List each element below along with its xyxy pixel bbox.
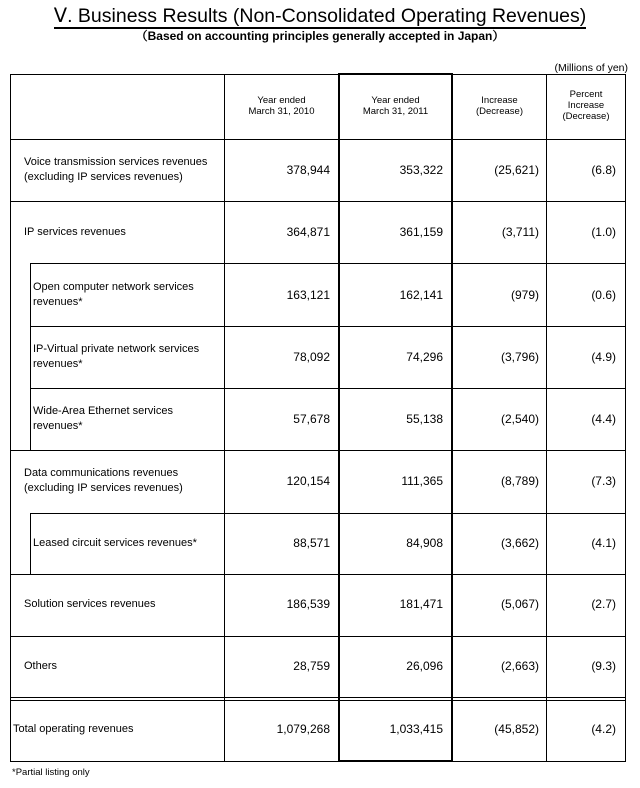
- cell-2011: 353,322: [399, 163, 443, 177]
- row-label-line: IP-Virtual private network services: [33, 343, 200, 355]
- cell-percent: (4.4): [591, 412, 616, 426]
- row-label-data-comm: [24, 466, 224, 496]
- row-sep-3: [30, 326, 626, 327]
- row-label-line: Others: [24, 660, 58, 672]
- cell-2010: 28,759: [293, 659, 330, 673]
- row-label-line: revenues*: [33, 296, 83, 308]
- cell-change: (979): [510, 288, 539, 302]
- cell-change: (5,067): [500, 597, 539, 611]
- cell-2010: 163,121: [286, 288, 330, 302]
- cell-percent: (7.3): [591, 474, 616, 488]
- row-label-line: Total operating revenues: [13, 723, 134, 735]
- table-border-left: [10, 74, 11, 762]
- cell-percent: (1.0): [591, 225, 616, 239]
- row-label-line: Solution services revenues: [24, 598, 156, 610]
- cell-percent: (4.2): [591, 722, 616, 736]
- row-sep-5: [10, 450, 626, 451]
- row-sep-9a: [10, 697, 626, 698]
- row-label-total: [13, 722, 223, 737]
- row-label-ip: [24, 225, 224, 240]
- row-sep-4: [30, 388, 626, 389]
- cell-2010: 120,154: [286, 474, 330, 488]
- cell-2011: 74,296: [406, 350, 443, 364]
- table-border-top: [10, 74, 626, 75]
- cell-change: (25,621): [494, 163, 539, 177]
- row-label-leased: [33, 536, 223, 551]
- row-label-line: Open computer network services: [33, 281, 194, 293]
- cell-change: (45,852): [494, 722, 539, 736]
- footnote: *Partial listing only: [12, 767, 90, 778]
- cell-2010: 364,871: [286, 225, 330, 239]
- header-2010-line1: Year ended: [257, 95, 306, 106]
- row-label-ocn: [33, 280, 223, 310]
- row-sep-9b: [10, 700, 626, 701]
- row-label-line: revenues*: [33, 420, 83, 432]
- row-label-line: Leased circuit services revenues*: [33, 537, 197, 549]
- cell-percent: (4.9): [591, 350, 616, 364]
- row-label-line: (excluding IP services revenues): [24, 482, 183, 494]
- cell-2011: 55,138: [406, 412, 443, 426]
- cell-2010: 378,944: [286, 163, 330, 177]
- highlight-col-top: [338, 73, 453, 75]
- cell-percent: (4.1): [591, 536, 616, 550]
- header-bottom-line: [10, 139, 626, 140]
- cell-2011: 111,365: [401, 474, 443, 488]
- cell-change: (2,540): [500, 412, 539, 426]
- cell-percent: (2.7): [591, 597, 616, 611]
- cell-2011: 26,096: [406, 659, 443, 673]
- indent-bar-data: [30, 513, 31, 575]
- cell-2010: 186,539: [286, 597, 330, 611]
- cell-percent: (6.8): [591, 163, 616, 177]
- cell-2011: 1,033,415: [389, 722, 443, 736]
- cell-2010: 57,678: [293, 412, 330, 426]
- cell-change: (2,663): [500, 659, 539, 673]
- header-2011-line2: March 31, 2011: [362, 106, 429, 117]
- cell-change: (8,789): [500, 474, 539, 488]
- indent-bar-ip: [30, 263, 31, 451]
- row-label-ipvpn: [33, 342, 223, 372]
- row-sep-2: [30, 263, 626, 264]
- row-label-solution: [24, 597, 224, 612]
- cell-change: (3,711): [501, 225, 539, 239]
- row-label-others: [24, 659, 224, 674]
- header-2010-line2: March 31, 2010: [248, 106, 315, 117]
- cell-2011: 361,159: [399, 225, 443, 239]
- cell-change: (3,796): [500, 350, 539, 364]
- cell-2011: 162,141: [399, 288, 443, 302]
- row-label-line: Wide-Area Ethernet services: [33, 405, 173, 417]
- row-sep-6: [30, 513, 626, 514]
- page-subtitle: （Based on accounting principles generally accepted in Japan）: [135, 29, 505, 43]
- header-change-line2: (Decrease): [476, 106, 523, 117]
- header-2011-line1: Year ended: [371, 95, 420, 106]
- cell-percent: (0.6): [591, 288, 616, 302]
- row-label-line: revenues*: [33, 358, 83, 370]
- row-label-voice: [24, 155, 224, 185]
- row-label-ethernet: [33, 404, 223, 434]
- header-2010: [225, 95, 338, 117]
- units-note: (Millions of yen): [554, 62, 628, 74]
- header-percent-line3: (Decrease): [562, 111, 610, 122]
- cell-2011: 84,908: [406, 536, 443, 550]
- cell-2010: 78,092: [293, 350, 330, 364]
- row-label-line: (excluding IP services revenues): [24, 171, 183, 183]
- page-title-text: Ⅴ. Business Results (Non-Consolidated Operating Revenues): [53, 5, 587, 27]
- header-change: [453, 95, 546, 117]
- row-label-line: IP services revenues: [24, 226, 126, 238]
- cell-2011: 181,471: [399, 597, 443, 611]
- table-border-bottom: [10, 761, 626, 762]
- cell-2010: 1,079,268: [276, 722, 330, 736]
- cell-percent: (9.3): [591, 659, 616, 673]
- row-sep-7: [10, 574, 626, 575]
- header-percent-line1: Percent: [569, 89, 603, 100]
- cell-change: (3,662): [500, 536, 539, 550]
- table-border-right: [625, 74, 626, 762]
- header-percent-line2: Increase: [567, 100, 605, 111]
- header-change-line1: Increase: [481, 95, 518, 106]
- row-label-line: Voice transmission services revenues: [24, 156, 208, 168]
- header-percent: [547, 89, 625, 122]
- header-2011: [340, 95, 451, 117]
- row-sep-1: [10, 201, 626, 202]
- highlight-col-bottom: [338, 760, 453, 762]
- row-label-line: Data communications revenues: [24, 467, 179, 479]
- row-sep-8: [10, 636, 626, 637]
- cell-2010: 88,571: [293, 536, 330, 550]
